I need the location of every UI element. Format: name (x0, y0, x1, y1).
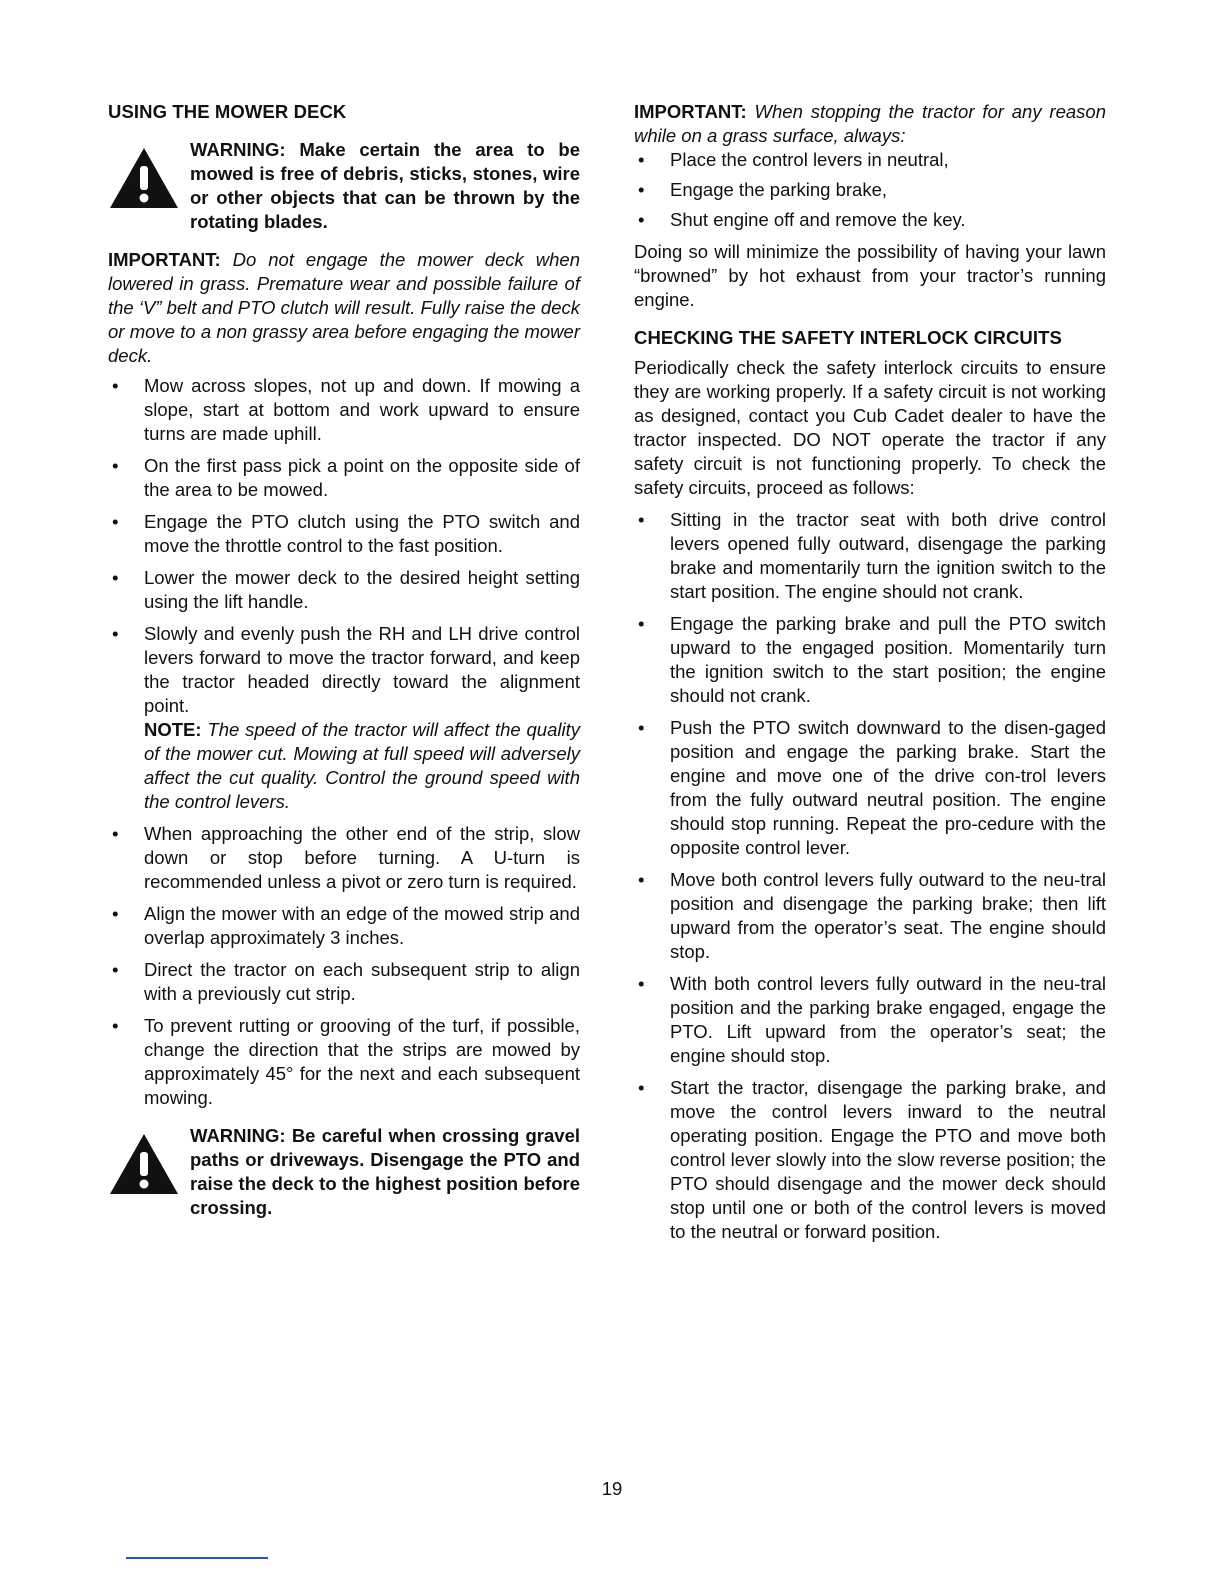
right-column (634, 100, 1106, 1244)
doing-so-paragraph: Doing so will minimize the possibility of having your lawn “browned” by hot exhaust from your tractor’s running engine. (634, 241, 1106, 310)
section-title-using-mower-deck: USING THE MOWER DECK (108, 101, 347, 122)
list-item: • Push the PTO switch downward to the disen-gaged position and engage the parking brake. Start the engine and move one of the drive con-trol levers from the fully outward neutral position. The engine should stop running. Repeat the pro-cedure with the opposite control lever. (634, 716, 1106, 860)
list-item: • Place the control levers in neutral, (634, 148, 1106, 172)
warning-text-debris: WARNING: Make certain the area to be mowed is free of debris, sticks, stones, wire or other objects that can be thrown by the rotating blades. (190, 139, 580, 232)
warning-triangle-icon (108, 1132, 180, 1196)
mowing-bullets (108, 374, 580, 1110)
stop-bullets (634, 148, 1106, 232)
left-column (108, 100, 580, 1220)
important-mower-deck (108, 248, 580, 368)
list-item: • To prevent rutting or grooving of the turf, if possible, change the direction that the strips are mowed by approximately 45° for the next and each subsequent mowing. (108, 1014, 580, 1110)
important-label: IMPORTANT: (108, 249, 221, 270)
list-item: • With both control levers fully outward in the neu-tral position and the parking brake engaged, engage the PTO. Lift upward from the operator’s seat; the engine should stop. (634, 972, 1106, 1068)
page-number: 19 (601, 1478, 623, 1499)
note-label: NOTE: (144, 719, 202, 740)
list-item: • Engage the parking brake, (634, 178, 1106, 202)
list-item: • Lower the mower deck to the desired height setting using the lift handle. (108, 566, 580, 614)
list-item: • On the first pass pick a point on the opposite side of the area to be mowed. (108, 454, 580, 502)
important-text: When stopping the tractor for any reason while on a grass surface, always: (634, 101, 1106, 146)
list-item: • Align the mower with an edge of the mowed strip and overlap approximately 3 inches. (108, 902, 580, 950)
important-text: Do not engage the mower deck when lowered in grass. Premature wear and possible failure of the ‘V” belt and PTO clutch will result. Fully raise the deck or move to a non grassy area before engaging the mower deck. (108, 249, 580, 366)
important-label: IMPORTANT: (634, 101, 747, 122)
note-speed (144, 718, 580, 814)
warning-block-debris (108, 138, 580, 234)
warning-triangle-icon (108, 146, 180, 210)
footer-rule (126, 1557, 268, 1559)
list-item (108, 622, 580, 814)
list-item: • Shut engine off and remove the key. (634, 208, 1106, 232)
list-item: • Direct the tractor on each subsequent strip to align with a previously cut strip. (108, 958, 580, 1006)
warning-block-gravel (108, 1124, 580, 1220)
list-item: • Start the tractor, disengage the parking brake, and move the control levers inward to the neutral operating position. Engage the PTO and move both control lever slowly into the slow reverse position; the PTO should disengage and the mower deck should stop until one or both of the control levers is moved to the neutral or forward position. (634, 1076, 1106, 1244)
list-item-text: Slowly and evenly push the RH and LH drive control levers forward to move the tractor forward, and keep the tractor headed directly toward the alignment point. (144, 623, 580, 716)
list-item: • Engage the PTO clutch using the PTO switch and move the throttle control to the fast position. (108, 510, 580, 558)
list-item: • Engage the parking brake and pull the PTO switch upward to the engaged position. Momentarily turn the ignition switch to the start position; the engine should not crank. (634, 612, 1106, 708)
list-item: • Sitting in the tractor seat with both drive control levers opened fully outward, disengage the parking brake and momentarily turn the ignition switch to the start position. The engine should not crank. (634, 508, 1106, 604)
list-item: • Move both control levers fully outward to the neu-tral position and disengage the parking brake; then lift upward from the operator’s seat. The engine should stop. (634, 868, 1106, 964)
note-text: The speed of the tractor will affect the quality of the mower cut. Mowing at full speed will adversely affect the cut quality. Control the ground speed with the control levers. (144, 719, 580, 812)
warning-text-gravel: WARNING: Be careful when crossing gravel paths or driveways. Disengage the PTO and raise the deck to the highest position before crossing. (190, 1125, 580, 1218)
safety-intro-paragraph: Periodically check the safety interlock circuits to ensure they are working properly. If a safety circuit is not working as designed, contact you Cub Cadet dealer to have the tractor inspected. DO NOT operate the tractor if any safety circuit is not functioning properly. To check the safety circuits, proceed as follows: (634, 357, 1106, 498)
important-stopping (634, 100, 1106, 148)
list-item: • Mow across slopes, not up and down. If mowing a slope, start at bottom and work upward to ensure turns are made uphill. (108, 374, 580, 446)
safety-check-bullets (634, 508, 1106, 1244)
section-title-safety-interlock: CHECKING THE SAFETY INTERLOCK CIRCUITS (634, 327, 1062, 348)
list-item: • When approaching the other end of the strip, slow down or stop before turning. A U-turn is recommended unless a pivot or zero turn is required. (108, 822, 580, 894)
